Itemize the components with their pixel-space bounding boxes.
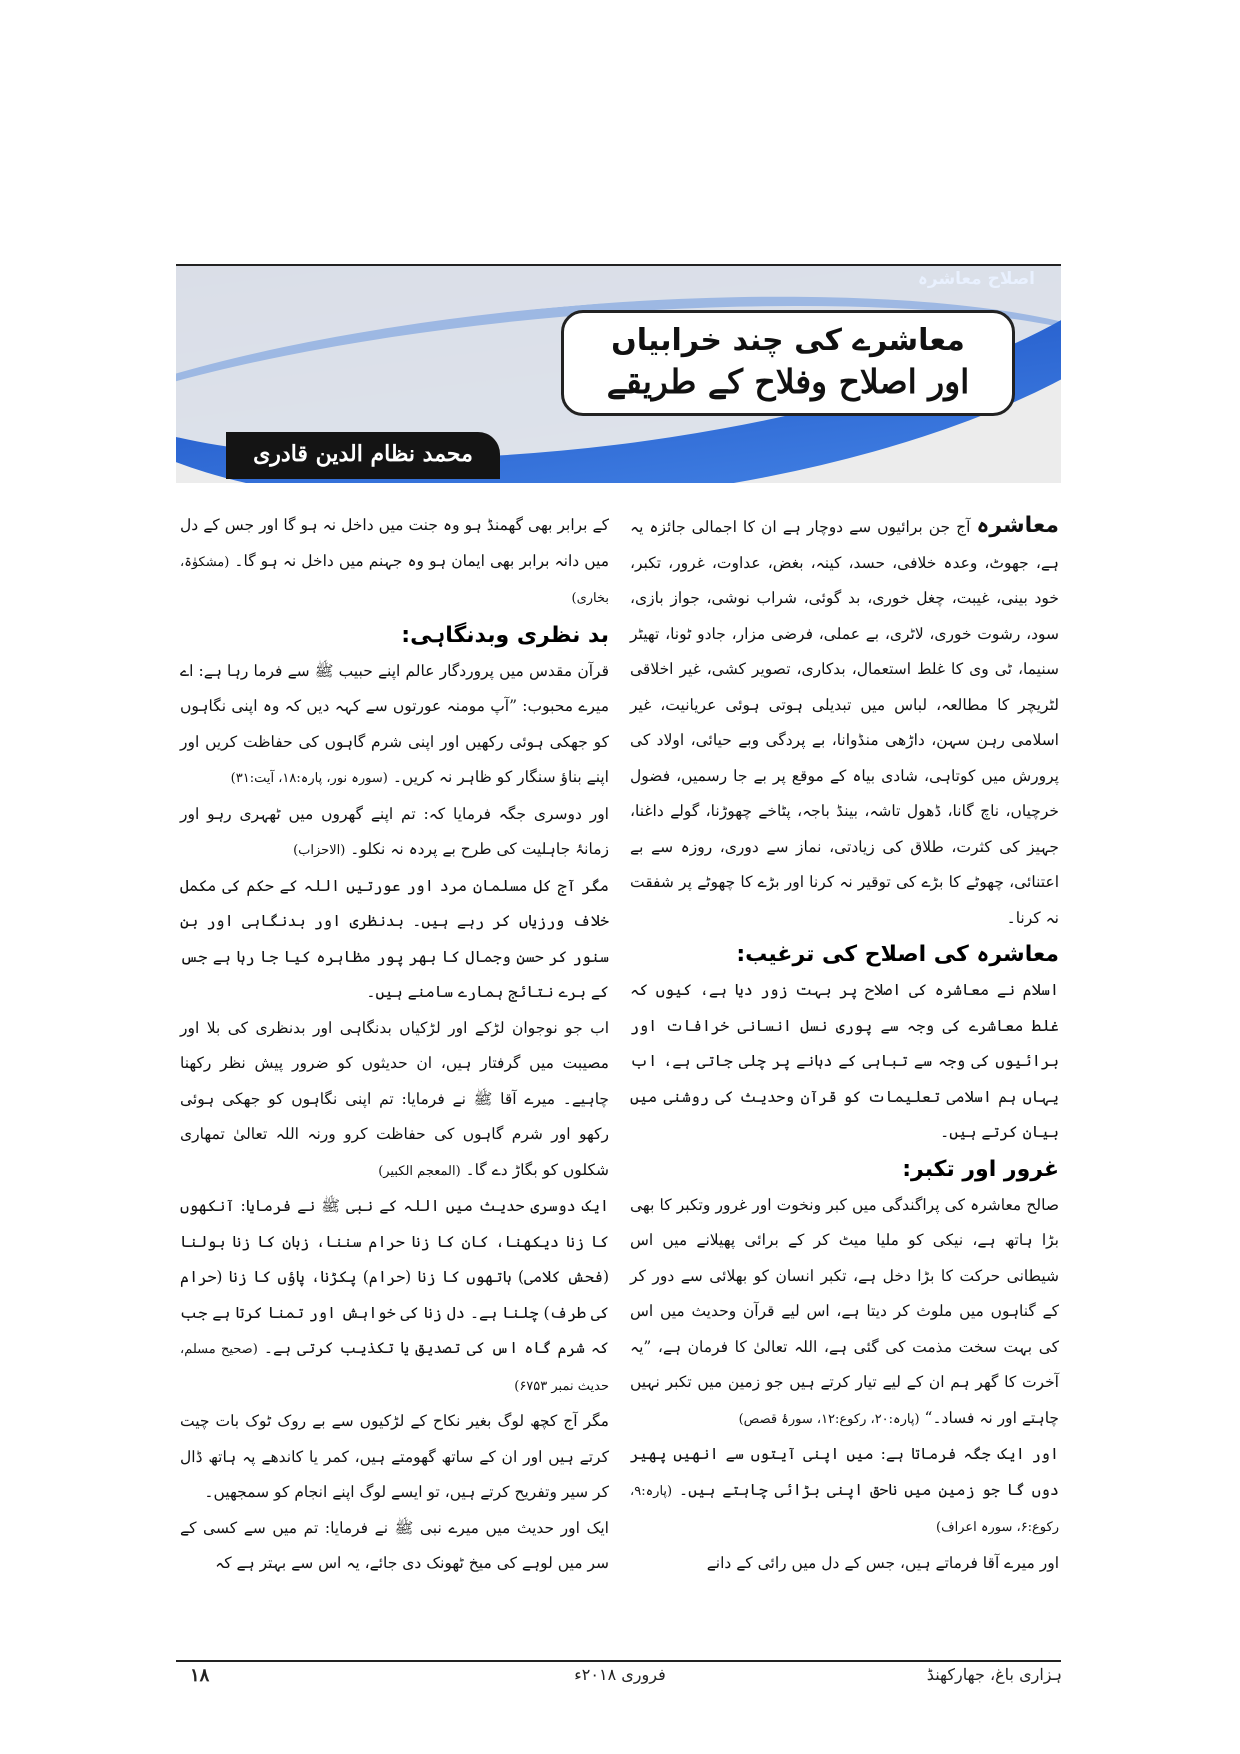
reference-mujam: (المعجم الکبیر) — [378, 1163, 461, 1179]
left-column — [180, 508, 609, 1582]
heading-lustful-gaze: بد نظری وبدنگاہی: — [401, 622, 609, 648]
paragraph-verses-text: اور ایک جگہ فرماتا ہے: میں اپنی آیتوں سے انھیں پھیر دوں گا جو زمین میں ناحق اپنی بڑائی چاہتے ہیں۔ — [630, 1445, 1059, 1499]
reference-ahzab: (الاحزاب) — [293, 843, 346, 858]
heading-pride-arrogance: غرور اور تکبر: — [902, 1156, 1059, 1182]
paragraph-verses — [630, 1437, 1059, 1546]
reference-mishkat: (مشکوٰۃ، بخاری) — [180, 554, 609, 606]
reference-noor: (سورہ نور، پارہ:۱۸، آیت:۳۱) — [230, 771, 388, 786]
paragraph-quran-gaze — [180, 654, 609, 797]
author-box — [226, 432, 500, 479]
reference-muslim: (صحیح مسلم، حدیث نمبر ۶۷۵۳) — [180, 1342, 609, 1394]
paragraph-youth-text: اب جو نوجوان لڑکے اور لڑکیاں بدنگاہی اور بدنظری کی بلا اور مصیبت میں گرفتار ہیں، ان حدیثوں کو ضرور پیش نظر رکھنا چاہیے۔ میرے آقا ﷺ نے فرمایا: تم اپنی نگاہوں کو جھکی ہوئی رکھو اور شرم گاہوں کی حفاظت کرو ورنہ اللہ تعالیٰ تمھاری شکلوں کو بگاڑ دے گا۔ — [180, 1018, 610, 1179]
paragraph-hadith-nail: ایک اور حدیث میں میرے نبی ﷺ نے فرمایا: تم میں سے کسی کے سر میں لوہے کی میخ ٹھونک دی جائے، یہ اس سے بہتر ہے کہ — [180, 1518, 609, 1572]
article-title-line2: اور اصلاح وفلاح کے طریقے — [606, 362, 970, 401]
reference-araf: (پارہ:۹، رکوع:۶، سورہ اعراف) — [630, 1483, 1059, 1535]
author-name: محمد نظام الدین قادری — [253, 441, 473, 467]
paragraph-youth — [180, 1011, 609, 1190]
paragraph-quran-gaze-text: قرآن مقدس میں پروردگار عالم اپنے حبیب ﷺ سے فرما رہا ہے: اے میرے محبوب: ”آپ مومنہ عورتوں سے کہہ دیں کہ وہ اپنی نگاہوں کو جھکی ہوئی رکھیں اور اپنی شرم گاہوں کی حفاظت کریں اور اپنے بناؤ سنگار کو ظاہر نہ کریں۔ — [180, 661, 609, 786]
paragraph-reform: اسلام نے معاشرہ کی اصلاح پر بہت زور دیا ہے، کیوں کہ غلط معاشرے کی وجہ سے پوری نسل انسانی خرافات اور برائیوں کی وجہ سے تباہی کے دہانے پر چلی جاتی ہے، اب یہاں ہم اسلامی تعلیمات کو قرآن وحدیث کی روشنی میں بیان کرتے ہیں۔ — [630, 981, 1059, 1141]
paragraph-today: مگر آج کچھ لوگ بغیر نکاح کے لڑکیوں سے بے روک ٹوک بات چیت کرتے ہیں اور ان کے ساتھ گھومتے ہیں، کمر یا کاندھے پہ ہاتھ ڈال کر سیر وتفریح کرتے ہیں، تو ایسے لوگ اپنے انجام کو سمجھیں۔ — [180, 1412, 609, 1501]
article-title-box — [561, 310, 1015, 416]
paragraph-hadith-start: اور میرے آقا فرماتے ہیں، جس کے دل میں رائی کے دانے — [706, 1553, 1059, 1572]
paragraph-hadith-zina-text: ایک دوسری حدیث میں اللہ کے نبی ﷺ نے فرمایا: آنکھوں کا زنا دیکھنا، کان کا زنا حرام سننا، زبان کا زنا بولنا (فحش کلامی) ہاتھوں کا زنا (حرام) پکڑنا، پاؤں کا زنا (حرام کی طرف) چلنا ہے۔ دل زنا کی خواہش اور تمنا کرتا ہے جب کہ شرم گاہ اس کی تصدیق یا تکذیب کرتی ہے۔ — [180, 1197, 609, 1357]
article-title-line1: معاشرے کی چند خرابیاں — [611, 323, 965, 358]
reference-qasas: (پارہ:۲۰، رکوع:۱۲، سورۂ قصص) — [738, 1411, 920, 1427]
footer-place: ہزاری باغ، جھارکھنڈ — [926, 1665, 1062, 1684]
lead-word: معاشرہ — [976, 513, 1059, 538]
paragraph-pride-text: صالح معاشرہ کی پراگندگی میں کبر ونخوت اور غرور وتکبر کا بھی بڑا ہاتھ ہے، نیکی کو ملیا میٹ کر کے برائی پھیلانے میں اس شیطانی حرکت کا بڑا دخل ہے، تکبر انسان کو بھلائی سے دور کر کے گناہوں میں ملوث کر دیتا ہے، اس لیے قرآن وحدیث میں اس کی بہت سخت مذمت کی گئی ہے، اللہ تعالیٰ کا فرمان ہے، ”یہ آخرت کا گھر ہم ان کے لیے تیار کرتے ہیں جو زمین میں تکبر نہیں چاہتے اور نہ فساد۔“ — [630, 1195, 1059, 1427]
intro-text: آج جن برائیوں سے دوچار ہے ان کا اجمالی جائزہ یہ ہے، جھوٹ، وعدہ خلافی، حسد، کینہ، بغض، عداوت، غرور، تکبر، خود بینی، غیبت، چغل خوری، بد گوئی، شراب نوشی، جواز بازی، سود، رشوت خوری، لاٹری، بے عملی، فرضی مزار، جادو ٹونا، تھیٹر سنیما، ٹی وی کا غلط استعمال، بدکاری، تصویر کشی، غیر اخلاقی لٹریچر کا مطالعہ، لباس میں تبدیلی ہوتی ہوئی عریانیت، غیر اسلامی رہن سہن، داڑھی منڈوانا، بے پردگی وبے حیائی، اولاد کی پرورش میں کوتاہی، شادی بیاہ کے موقع پر بے جا رسمیں، فضول خرچیاں، ناچ گانا، ڈھول تاشہ، بینڈ باجہ، پٹاخے چھوڑنا، گولے داغنا، جہیز کی کثرت، طلاق کی زیادتی، نماز سے دوری، روزہ سے بے اعتنائی، چھوٹے کا بڑے کی توقیر نہ کرنا اور بڑے کا چھوٹے پر شفقت نہ کرنا۔ — [630, 518, 1059, 927]
paragraph-continuation-text: کے برابر بھی گھمنڈ ہو وہ جنت میں داخل نہ ہو گا اور جس کے دل میں دانہ برابر بھی ایمان ہو وہ جہنم میں داخل نہ ہو گا۔ — [180, 516, 609, 570]
right-column — [630, 508, 1059, 1581]
footer-rule — [176, 1660, 1061, 1662]
footer-date: فروری ۲۰۱۸ء — [574, 1665, 666, 1684]
heading-reform-encouragement: معاشرہ کی اصلاح کی ترغیب: — [736, 942, 1059, 967]
paragraph-ahzab — [180, 797, 609, 869]
article-banner — [176, 266, 1061, 483]
paragraph-violations: مگر آج کل مسلمان مرد اور عورتیں اللہ کے حکم کی مکمل خلاف ورزیاں کر رہے ہیں۔ بدنظری اور بدنگاہی اور بن سنور کر حسن وجمال کا بھر پور مظاہرہ کیا جا رہا ہے جس کے برے نتائج ہمارے سامنے ہیں۔ — [180, 876, 609, 1001]
section-label: اصلاح معاشرہ — [917, 269, 1035, 289]
intro-paragraph — [630, 508, 1059, 936]
paragraph-pride — [630, 1188, 1059, 1438]
page-number: ۱۸ — [190, 1665, 210, 1686]
paragraph-continuation — [180, 508, 609, 617]
paragraph-hadith-zina — [180, 1189, 609, 1404]
paragraph-ahzab-text: اور دوسری جگہ فرمایا کہ: تم اپنے گھروں میں ٹھہری رہو اور زمانۂ جاہلیت کی طرح بے پردہ نہ نکلو۔ — [180, 804, 609, 858]
